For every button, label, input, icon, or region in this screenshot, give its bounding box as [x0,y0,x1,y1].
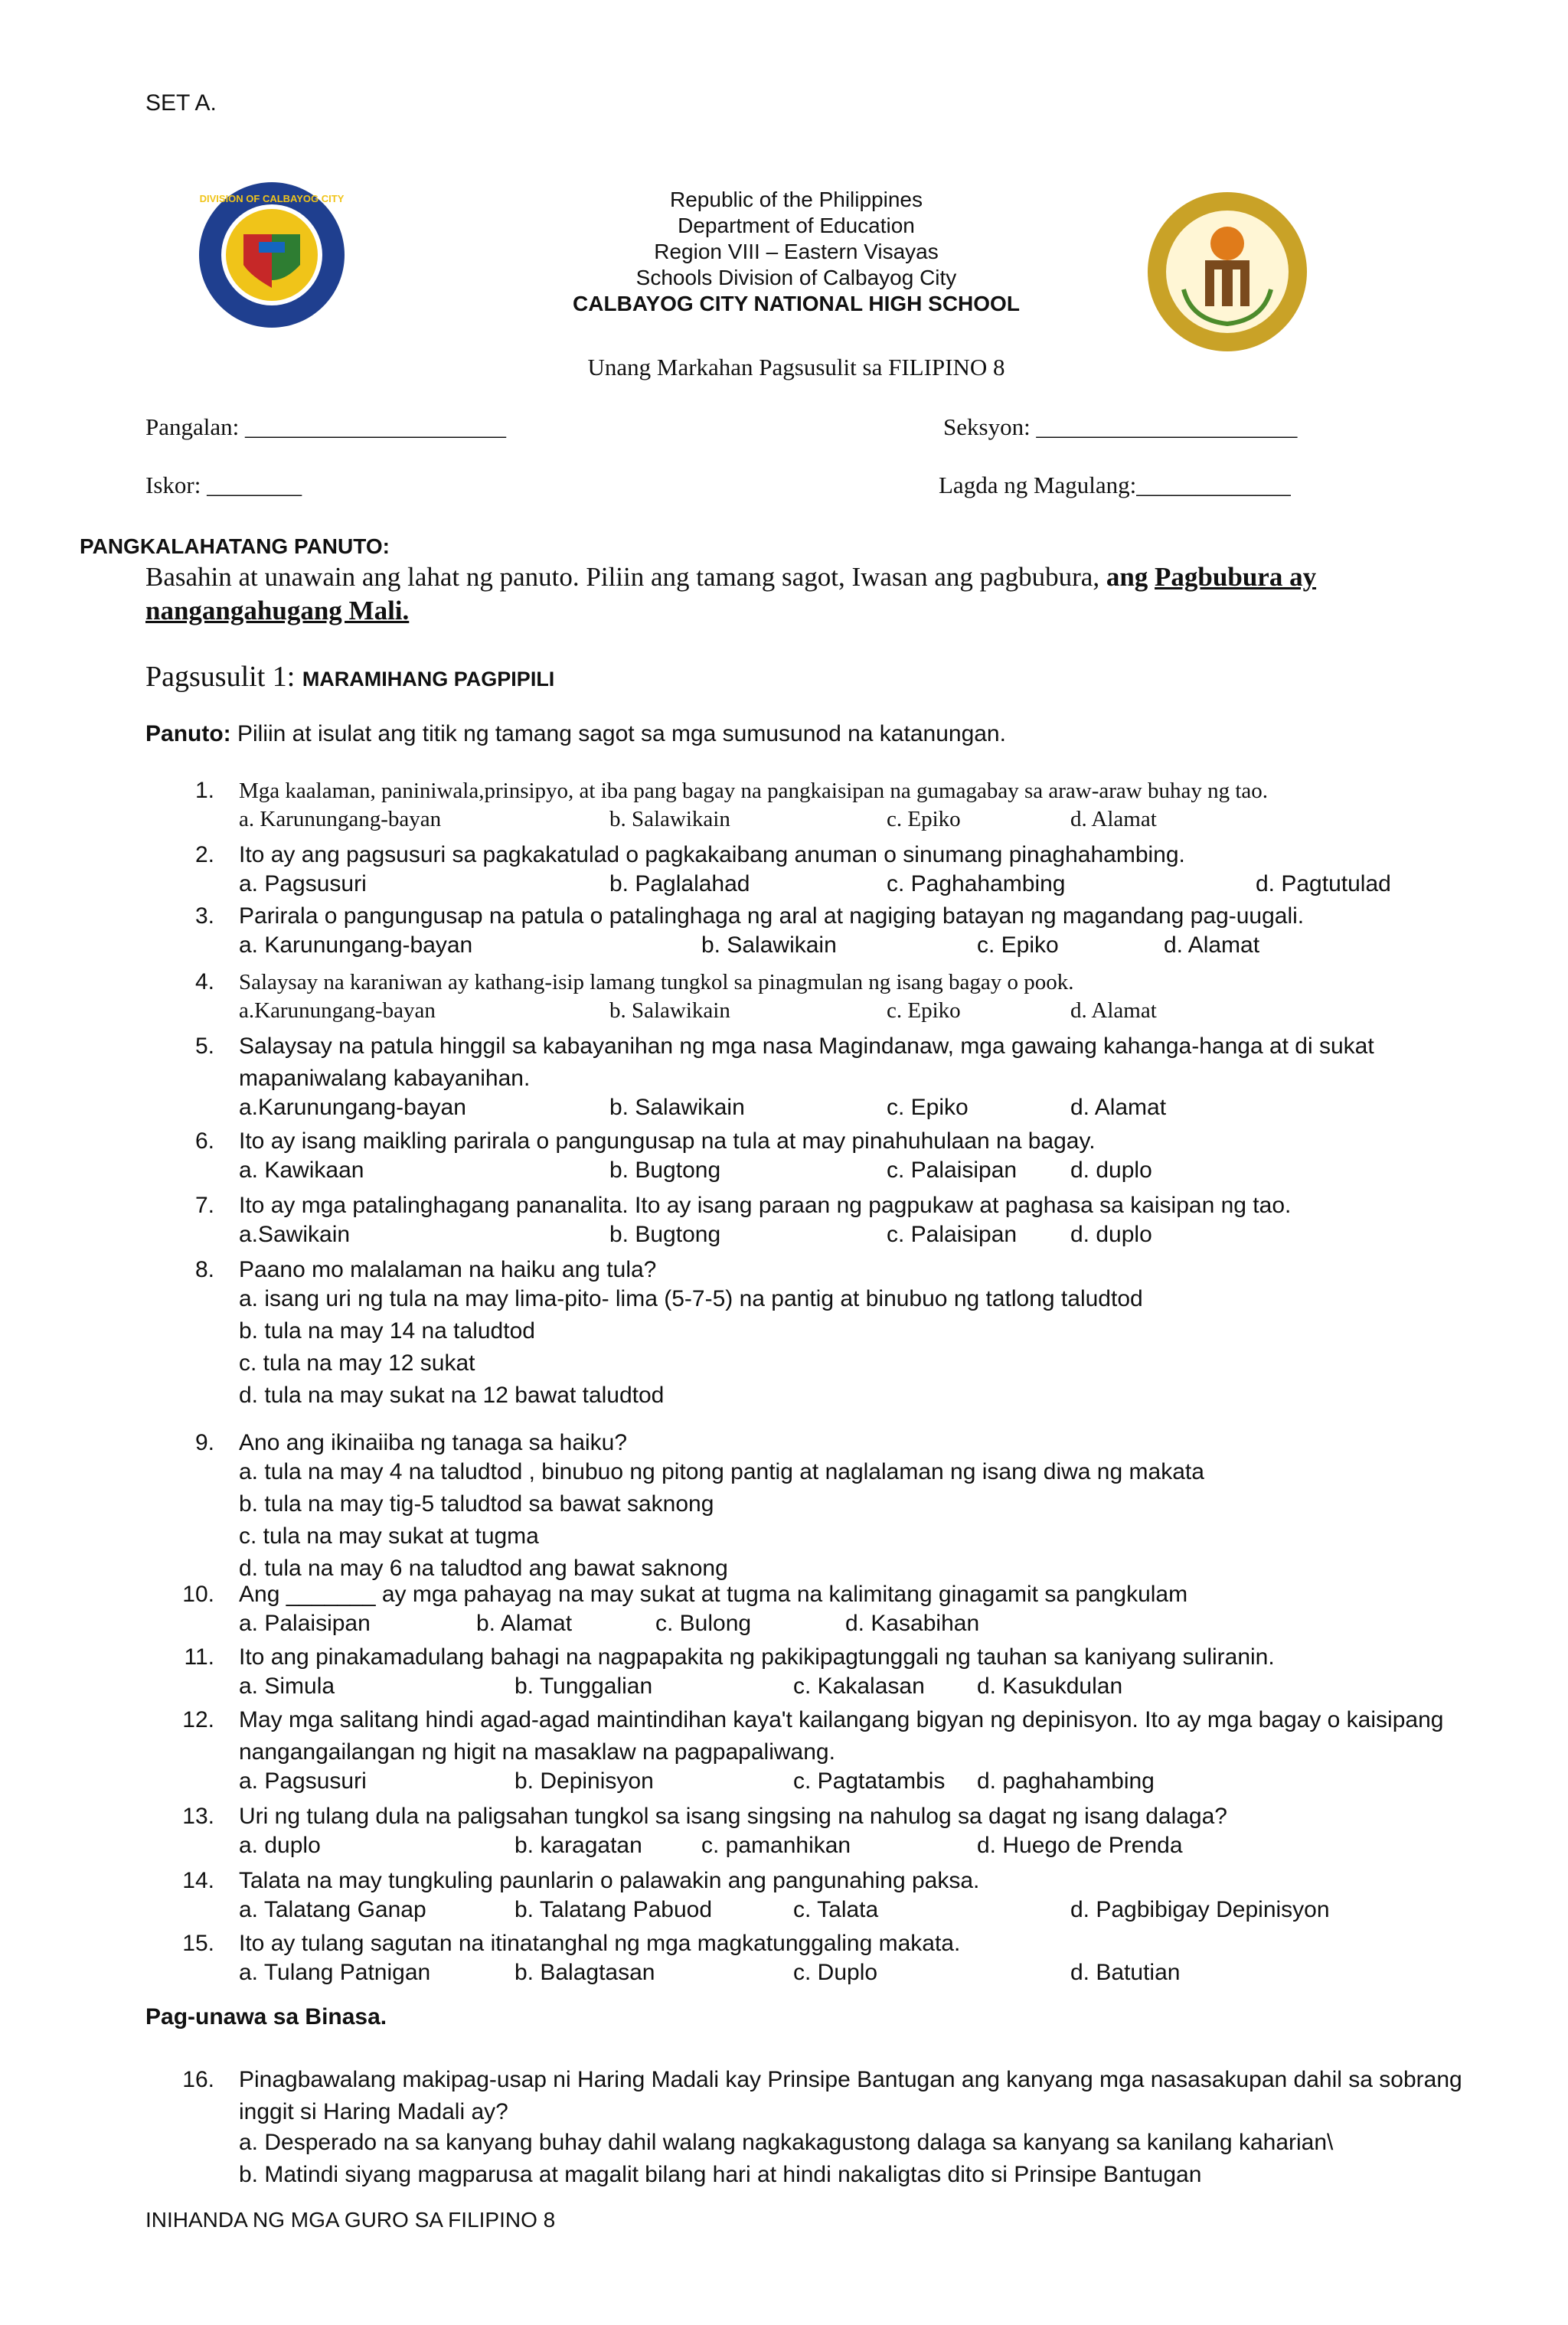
question-4-option-c[interactable]: c. Epiko [887,998,961,1023]
question-14-option-d[interactable]: d. Pagbibigay Depinisyon [1070,1897,1330,1922]
question-9-option-b[interactable]: b. tula na may tig-5 taludtod sa bawat saknong [239,1491,714,1517]
question-text: Ito ay isang maikling parirala o pangungusap na tula at may pinahuhulaan na bagay. [239,1128,1096,1154]
question-11-option-d[interactable]: d. Kasukdulan [977,1674,1123,1699]
question-text: Ang _______ ay mga pahayag na may sukat at tugma na kalimitang ginagamit sa pangkulam [239,1582,1188,1607]
question-5-option-d[interactable]: d. Alamat [1070,1095,1167,1120]
question-number: 5. [194,1034,214,1059]
question-13-option-b[interactable]: b. karagatan [514,1833,642,1858]
question-1-option-d[interactable]: d. Alamat [1070,807,1157,831]
header-line-4: Schools Division of Calbayog City [635,266,957,289]
question-15-option-c[interactable]: c. Duplo [793,1960,878,1985]
question-7-option-a[interactable]: a.Sawikain [239,1222,351,1247]
division-logo [198,181,346,329]
question-text: Salaysay na karaniwan ay kathang-isip lamang tungkol sa pinagmulan ng isang bagay o pook. [239,970,1074,994]
question-number: 11. [184,1644,214,1670]
question-2-option-c[interactable]: c. Paghahambing [887,871,1066,896]
question-7-option-c[interactable]: c. Palaisipan [887,1222,1018,1247]
question-4-option-a[interactable]: a.Karunungang-bayan [239,998,436,1023]
question-text: Parirala o pangungusap na patula o patalinghaga ng aral at nagiging batayan ng magandang pag-uugali. [239,903,1305,929]
question-11-option-c[interactable]: c. Kakalasan [793,1674,925,1699]
question-8-option-a[interactable]: a. isang uri ng tula na may lima-pito- lima (5-7-5) na pantig at binubuo ng tatlong taludtod [239,1286,1143,1311]
question-5-option-b[interactable]: b. Salawikain [609,1095,745,1120]
test-1-directions: Panuto: Piliin at isulat ang titik ng tamang sagot sa mga sumusunod na katanungan. [145,721,1006,746]
question-5-option-c[interactable]: c. Epiko [887,1095,969,1120]
question-6-option-a[interactable]: a. Kawikaan [239,1158,364,1183]
question-number: 13. [182,1804,214,1829]
svg-text:DIVISION OF CALBAYOG CITY: DIVISION OF CALBAYOG CITY [199,193,345,204]
question-16-option-b[interactable]: b. Matindi siyang magparusa at magalit bilang hari at hindi nakaligtas dito si Prinsipe Bantugan [239,2162,1202,2187]
question-6-option-d[interactable]: d. duplo [1070,1158,1152,1183]
question-2-option-a[interactable]: a. Pagsusuri [239,871,367,896]
question-16-option-a[interactable]: a. Desperado na sa kanyang buhay dahil walang nagkakagustong dalaga sa kanyang sa kanilang kaharian\ [239,2130,1334,2155]
question-1-option-a[interactable]: a. Karunungang-bayan [239,807,442,831]
question-12-option-c[interactable]: c. Pagtatambis [793,1768,946,1794]
question-number: 2. [194,842,214,867]
question-11-option-a[interactable]: a. Simula [239,1674,335,1699]
question-6-option-c[interactable]: c. Palaisipan [887,1158,1018,1183]
set-label: SET A. [145,90,217,116]
parent-signature-field[interactable]: Lagda ng Magulang:_____________ [939,472,1291,498]
question-text: Paano mo malalaman na haiku ang tula? [239,1257,657,1282]
footer-prepared-by: INIHANDA NG MGA GURO SA FILIPINO 8 [145,2208,556,2232]
question-3-option-b[interactable]: b. Salawikain [701,932,837,958]
question-4-option-d[interactable]: d. Alamat [1070,998,1157,1023]
question-number: 10. [182,1582,214,1607]
question-3-option-c[interactable]: c. Epiko [977,932,1059,958]
question-13-option-a[interactable]: a. duplo [239,1833,321,1858]
instruction-underlined: Pagbubura ay nangangahugang Mali. [145,562,1317,625]
question-text: Ito ang pinakamadulang bahagi na nagpapakita ng pakikipagtunggali ng tauhan sa kaniyang suliranin. [239,1644,1275,1670]
question-number: 12. [182,1707,214,1732]
question-14-option-c[interactable]: c. Talata [793,1897,879,1922]
question-1-option-c[interactable]: c. Epiko [887,807,961,831]
test-1-heading: Pagsusulit 1: MARAMIHANG PAGPIPILI [145,661,555,693]
section-field[interactable]: Seksyon: ______________________ [943,413,1298,440]
question-text: Ito ay ang pagsusuri sa pagkakatulad o pagkakaibang anuman o sinumang pinaghahambing. [239,842,1185,867]
question-1-option-b[interactable]: b. Salawikain [609,807,730,831]
question-15-option-d[interactable]: d. Batutian [1070,1960,1181,1985]
question-5-option-a[interactable]: a.Karunungang-bayan [239,1095,466,1120]
question-4-option-b[interactable]: b. Salawikain [609,998,730,1023]
section-2-title: Pag-unawa sa Binasa. [145,2004,387,2029]
question-13-option-d[interactable]: d. Huego de Prenda [977,1833,1183,1858]
question-number: 15. [182,1931,214,1956]
name-field[interactable]: Pangalan: ______________________ [145,413,506,440]
question-3-option-d[interactable]: d. Alamat [1164,932,1260,958]
question-number: 3. [194,903,214,929]
question-number: 1. [194,778,214,803]
question-9-option-a[interactable]: a. tula na may 4 na taludtod , binubuo ng pitong pantig at naglalaman ng isang diwa ng makata [239,1459,1204,1484]
question-12-option-a[interactable]: a. Pagsusuri [239,1768,367,1794]
question-number: 4. [194,969,214,994]
question-10-option-d[interactable]: d. Kasabihan [845,1611,980,1636]
question-15-option-a[interactable]: a. Tulang Patnigan [239,1960,431,1985]
exam-title: Unang Markahan Pagsusulit sa FILIPINO 8 [587,354,1005,380]
question-text: May mga salitang hindi agad-agad maintindihan kaya't kailangang bigyan ng depinisyon. Ito ay mga bagay o kaisipang nangangailangan ng higit na masaklaw na pagpapaliwang. [239,1707,1444,1765]
general-instructions-heading: PANGKALAHATANG PANUTO: [80,534,390,558]
question-text: Mga kaalaman, paniniwala,prinsipyo, at iba pang bagay na pangkaisipan na gumagabay sa araw-araw buhay ng tao. [239,779,1268,803]
question-text: Ito ay tulang sagutan na itinatanghal ng mga magkatunggaling makata. [239,1931,961,1956]
question-3-option-a[interactable]: a. Karunungang-bayan [239,932,473,958]
question-8-option-b[interactable]: b. tula na may 14 na taludtod [239,1318,535,1344]
question-text: Salaysay na patula hinggil sa kabayanihan ng mga nasa Magindanaw, mga gawaing kahanga-hanga at di sukat mapaniwalang kabayanihan. [239,1034,1374,1091]
question-12-option-d[interactable]: d. paghahambing [977,1768,1155,1794]
question-number: 14. [182,1868,214,1893]
general-instructions-text: Basahin at unawain ang lahat ng panuto. Piliin ang tamang sagot, Iwasan ang pagbubura, ang Pagbubura ay nangangahugang Mali. [145,562,1317,625]
question-11-option-b[interactable]: b. Tunggalian [514,1674,653,1699]
question-text: Ano ang ikinaiiba ng tanaga sa haiku? [239,1430,628,1455]
question-14-option-a[interactable]: a. Talatang Ganap [239,1897,426,1922]
question-8-option-d[interactable]: d. tula na may sukat na 12 bawat taludtod [239,1383,665,1408]
question-10-option-a[interactable]: a. Palaisipan [239,1611,371,1636]
question-13-option-c[interactable]: c. pamanhikan [701,1833,851,1858]
question-number: 9. [194,1430,214,1455]
question-text: Uri ng tulang dula na paligsahan tungkol sa isang singsing na nahulog sa dagat ng isang dalaga? [239,1804,1227,1829]
instruction-emphasis: ang [1106,562,1155,592]
header-line-2: Department of Education [678,214,915,237]
question-15-option-b[interactable]: b. Balagtasan [514,1960,655,1985]
question-text: Ito ay mga patalinghagang pananalita. Ito ay isang paraan ng pagpukaw at paghasa sa kaisipan ng tao. [239,1193,1292,1218]
question-6-option-b[interactable]: b. Bugtong [609,1158,721,1183]
question-number: 8. [194,1257,214,1282]
question-number: 6. [194,1128,214,1154]
header-line-3: Region VIII – Eastern Visayas [654,240,939,263]
question-number: 7. [194,1193,214,1218]
header-line-1: Republic of the Philippines [670,188,923,211]
question-12-option-b[interactable]: b. Depinisyon [514,1768,654,1794]
question-2-option-d[interactable]: d. Pagtutulad [1256,871,1391,896]
question-10-option-c[interactable]: c. Bulong [655,1611,752,1636]
question-7-option-b[interactable]: b. Bugtong [609,1222,721,1247]
question-7-option-d[interactable]: d. duplo [1070,1222,1152,1247]
question-9-option-d[interactable]: d. tula na may 6 na taludtod ang bawat saknong [239,1556,728,1581]
question-8-option-c[interactable]: c. tula na may 12 sukat [239,1350,475,1376]
question-text: Talata na may tungkuling paunlarin o palawakin ang pangunahing paksa. [239,1868,980,1893]
question-14-option-b[interactable]: b. Talatang Pabuod [514,1897,713,1922]
school-seal [1145,190,1309,354]
school-name: CALBAYOG CITY NATIONAL HIGH SCHOOL [573,292,1020,315]
question-10-option-b[interactable]: b. Alamat [476,1611,573,1636]
question-2-option-b[interactable]: b. Paglalahad [609,871,750,896]
question-9-option-c[interactable]: c. tula na may sukat at tugma [239,1523,539,1549]
score-field[interactable]: Iskor: ________ [145,472,302,498]
